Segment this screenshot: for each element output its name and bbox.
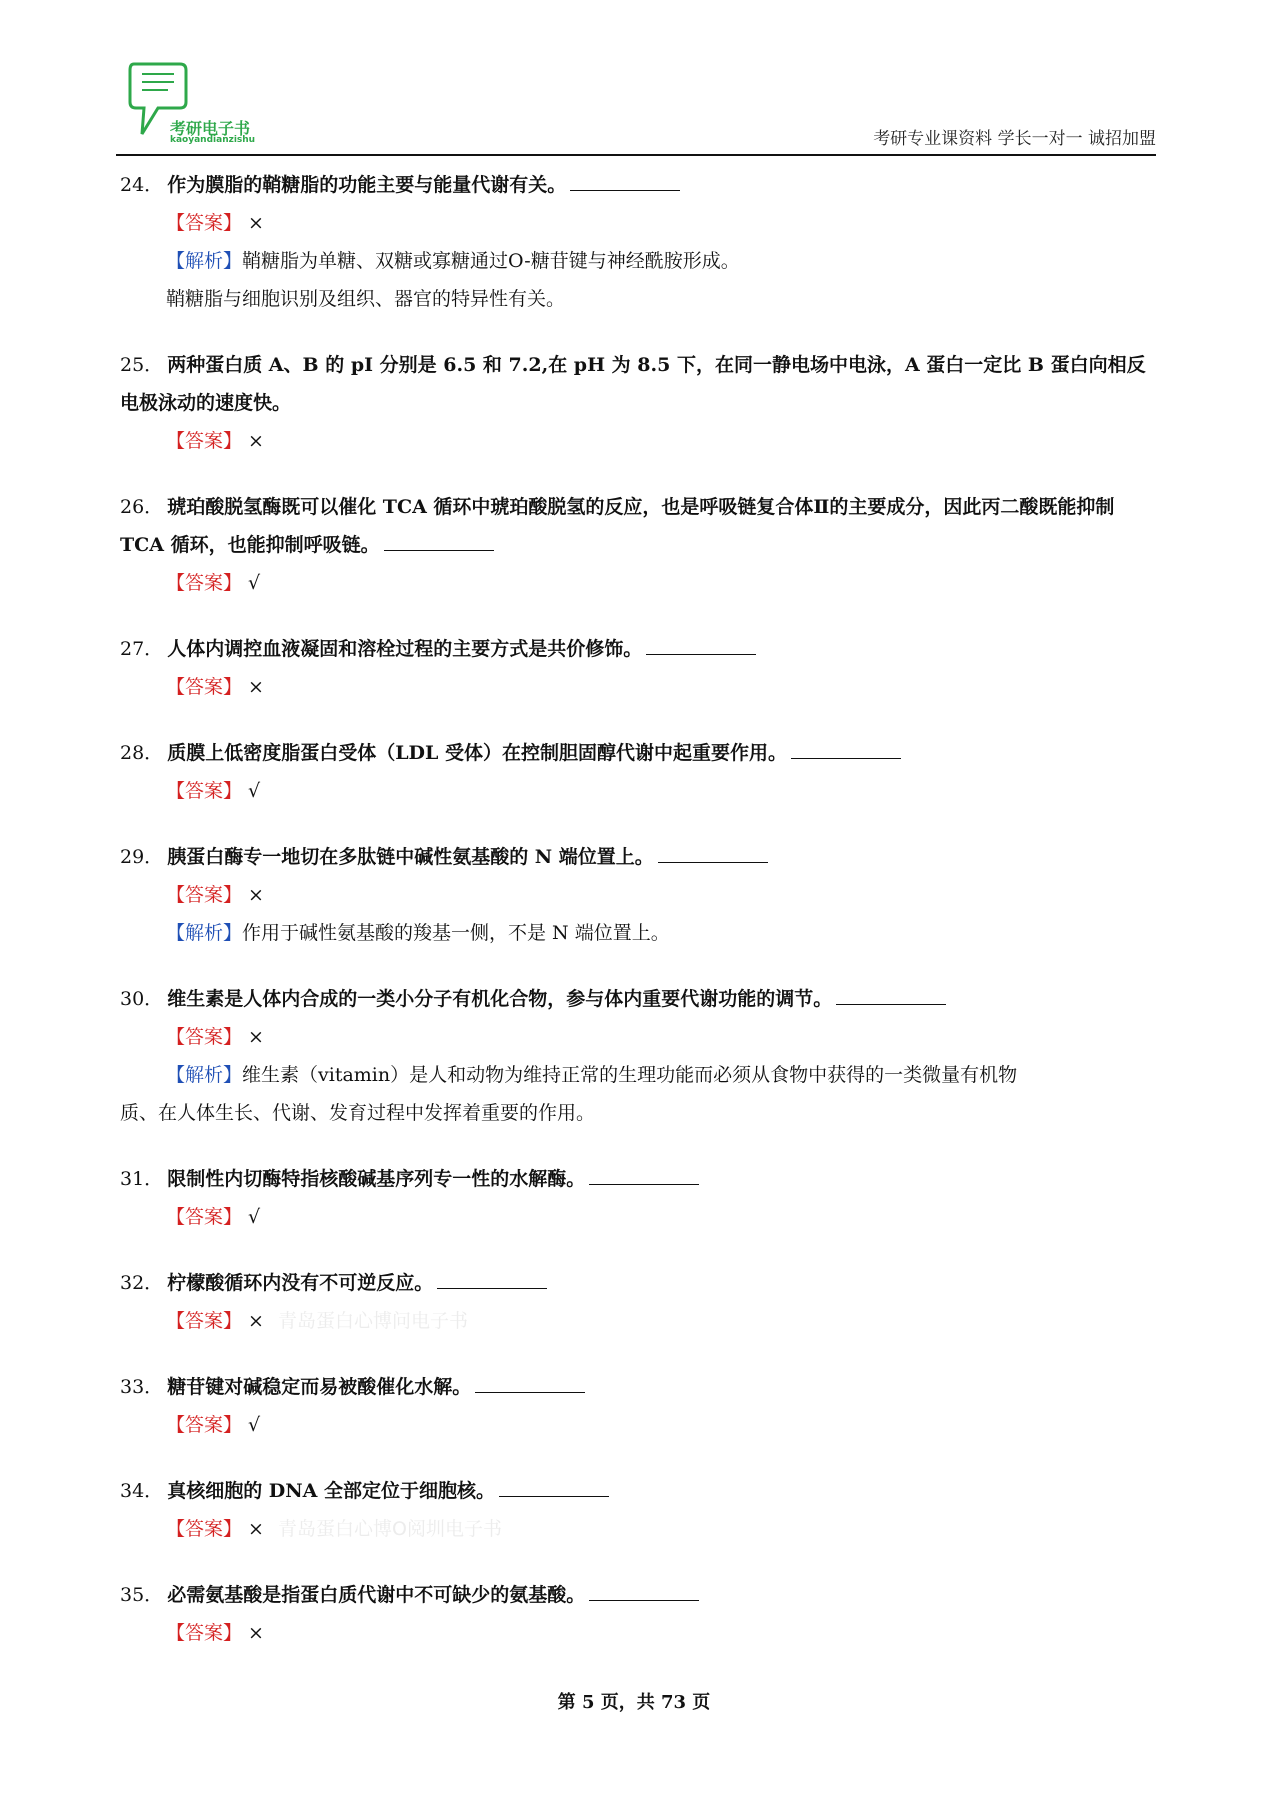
header-divider <box>116 154 1156 156</box>
analysis-line <box>166 1056 1156 1094</box>
answer-value: √ <box>242 780 261 802</box>
question-body: 两种蛋白质 A、B 的 pI 分别是 6.5 和 7.2,在 pH 为 8.5 下，在同一静电场中电泳，A 蛋白一定比 B 蛋白向相反电极泳动的速度快。 <box>120 354 1146 414</box>
question-body: 维生素是人体内合成的一类小分子有机化合物，参与体内重要代谢功能的调节。 <box>167 988 833 1010</box>
question-body: 柠檬酸循环内没有不可逆反应。 <box>167 1272 434 1294</box>
answer-blank <box>499 1474 609 1497</box>
question-text <box>120 1160 1156 1198</box>
watermark-text: 青岛蛋白心博问电子书 <box>277 1310 468 1332</box>
question-block <box>120 1340 1156 1444</box>
analysis-label: 【解析】 <box>166 1064 243 1086</box>
spacer <box>120 1236 1156 1258</box>
answer-blank <box>836 982 946 1005</box>
question-block <box>120 460 1156 602</box>
question-text <box>120 1576 1156 1614</box>
question-number: 28． <box>120 742 164 764</box>
question-number: 25． <box>120 354 164 376</box>
answer-line <box>166 772 1156 810</box>
analysis-continuation: 质、在人体生长、代谢、发育过程中发挥着重要的作用。 <box>120 1102 596 1124</box>
question-text <box>120 1368 1156 1406</box>
spacer <box>120 706 1156 728</box>
answer-blank <box>791 736 901 759</box>
question-number: 29． <box>120 846 164 868</box>
question-body: 限制性内切酶特指核酸碱基序列专一性的水解酶。 <box>167 1168 586 1190</box>
answer-blank <box>658 840 768 863</box>
question-body: 作为膜脂的鞘糖脂的功能主要与能量代谢有关。 <box>167 174 567 196</box>
question-number: 24． <box>120 174 164 196</box>
brand-pinyin: kaoyandianzishu <box>170 135 256 145</box>
brand-name: 考研电子书 <box>170 119 251 138</box>
answer-line <box>166 1614 1156 1652</box>
analysis-line <box>166 242 1156 280</box>
answer-line <box>166 1198 1156 1236</box>
answer-blank <box>475 1370 585 1393</box>
page-number: 第 5 页，共 73 页 <box>557 1692 711 1713</box>
answer-blank <box>646 632 756 655</box>
spacer <box>120 1548 1156 1570</box>
question-number: 33． <box>120 1376 164 1398</box>
question-number: 27． <box>120 638 164 660</box>
answer-blank <box>589 1162 699 1185</box>
question-body: 人体内调控血液凝固和溶栓过程的主要方式是共价修饰。 <box>167 638 643 660</box>
question-block <box>120 602 1156 706</box>
question-text <box>120 838 1156 876</box>
question-block <box>120 1236 1156 1340</box>
question-text <box>120 734 1156 772</box>
answer-value: × <box>242 676 264 698</box>
spacer <box>120 1132 1156 1154</box>
question-block <box>120 1548 1156 1652</box>
answer-value: × <box>242 884 264 906</box>
question-text <box>120 1264 1156 1302</box>
answer-label: 【答案】 <box>166 676 243 698</box>
analysis-line <box>166 914 1156 952</box>
analysis-label: 【解析】 <box>166 922 243 944</box>
answer-line <box>166 876 1156 914</box>
question-block <box>120 706 1156 810</box>
answer-label: 【答案】 <box>166 780 243 802</box>
analysis-text: 维生素（vitamin）是人和动物为维持正常的生理功能而必须从食物中获得的一类微量有机物 <box>242 1064 1018 1086</box>
spacer <box>120 1444 1156 1466</box>
answer-value: × <box>242 1310 264 1332</box>
spacer <box>120 1340 1156 1362</box>
spacer <box>120 602 1156 624</box>
answer-label: 【答案】 <box>166 212 243 234</box>
answer-value: √ <box>242 1206 261 1228</box>
analysis-text: 作用于碱性氨基酸的羧基一侧，不是 N 端位置上。 <box>242 922 670 944</box>
analysis-label: 【解析】 <box>166 250 243 272</box>
answer-label: 【答案】 <box>166 1518 243 1540</box>
answer-value: × <box>242 1026 264 1048</box>
question-block <box>120 166 1156 318</box>
question-body: 琥珀酸脱氢酶既可以催化 TCA 循环中琥珀酸脱氢的反应，也是呼吸链复合体Ⅱ的主要成分，因此丙二酸既能抑制 TCA 循环，也能抑制呼吸链。 <box>120 496 1115 556</box>
answer-blank <box>589 1578 699 1601</box>
question-text <box>120 980 1156 1018</box>
answer-label: 【答案】 <box>166 1206 243 1228</box>
spacer <box>120 318 1156 340</box>
question-number: 32． <box>120 1272 164 1294</box>
question-body: 糖苷键对碱稳定而易被酸催化水解。 <box>167 1376 472 1398</box>
question-text <box>120 166 1156 204</box>
question-block <box>120 810 1156 952</box>
question-text <box>120 346 1156 422</box>
question-list <box>120 160 1156 1652</box>
question-body: 质膜上低密度脂蛋白受体（LDL 受体）在控制胆固醇代谢中起重要作用。 <box>167 742 787 764</box>
answer-line <box>166 1510 1156 1548</box>
answer-blank <box>570 168 680 191</box>
answer-label: 【答案】 <box>166 430 243 452</box>
analysis-text: 鞘糖脂为单糖、双糖或寡糖通过O-糖苷键与神经酰胺形成。 <box>242 250 740 272</box>
question-number: 35． <box>120 1584 164 1606</box>
spacer <box>120 810 1156 832</box>
analysis-continuation: 鞘糖脂与细胞识别及组织、器官的特异性有关。 <box>166 288 566 310</box>
answer-blank <box>437 1266 547 1289</box>
answer-line <box>166 564 1156 602</box>
answer-line <box>166 1302 1156 1340</box>
answer-label: 【答案】 <box>166 1310 243 1332</box>
question-text <box>120 488 1156 564</box>
question-block <box>120 1132 1156 1236</box>
question-text <box>120 1472 1156 1510</box>
question-body: 真核细胞的 DNA 全部定位于细胞核。 <box>167 1480 496 1502</box>
answer-label: 【答案】 <box>166 884 243 906</box>
watermark-text: 青岛蛋白心博O阅圳电子书 <box>277 1518 502 1540</box>
question-body: 必需氨基酸是指蛋白质代谢中不可缺少的氨基酸。 <box>167 1584 586 1606</box>
question-number: 26． <box>120 496 164 518</box>
spacer <box>120 460 1156 482</box>
question-block <box>120 952 1156 1132</box>
answer-line <box>166 422 1156 460</box>
question-text <box>120 630 1156 668</box>
answer-value: × <box>242 1518 264 1540</box>
answer-value: × <box>242 430 264 452</box>
question-body: 胰蛋白酶专一地切在多肽链中碱性氨基酸的 N 端位置上。 <box>167 846 654 868</box>
question-number: 31． <box>120 1168 164 1190</box>
answer-line <box>166 1406 1156 1444</box>
answer-line <box>166 1018 1156 1056</box>
answer-value: √ <box>242 572 261 594</box>
question-number: 34． <box>120 1480 164 1502</box>
question-block <box>120 1444 1156 1548</box>
answer-blank <box>384 528 494 551</box>
answer-label: 【答案】 <box>166 1026 243 1048</box>
answer-value: × <box>242 212 264 234</box>
question-block <box>120 318 1156 460</box>
answer-line <box>166 204 1156 242</box>
answer-label: 【答案】 <box>166 1622 243 1644</box>
question-number: 30． <box>120 988 164 1010</box>
spacer <box>120 952 1156 974</box>
answer-label: 【答案】 <box>166 572 243 594</box>
answer-label: 【答案】 <box>166 1414 243 1436</box>
answer-line <box>166 668 1156 706</box>
answer-value: √ <box>242 1414 261 1436</box>
header-slogan: 考研专业课资料 学长一对一 诚招加盟 <box>873 129 1156 149</box>
answer-value: × <box>242 1622 264 1644</box>
